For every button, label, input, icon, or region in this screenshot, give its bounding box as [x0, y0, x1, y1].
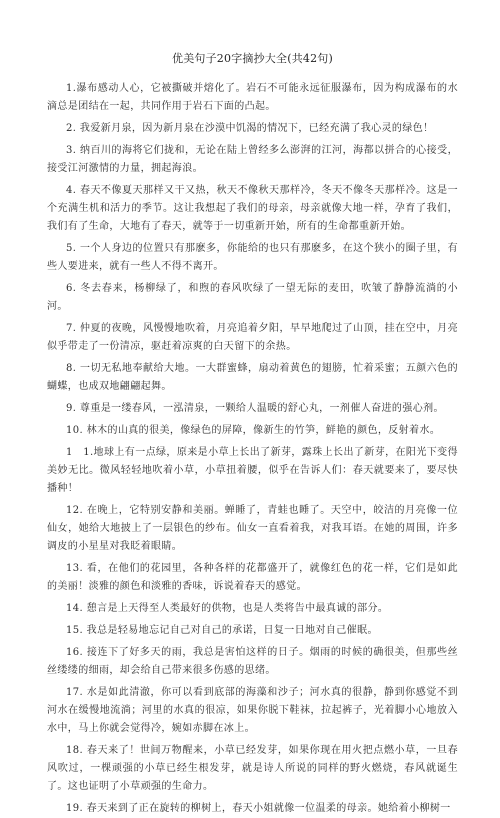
paragraph-17: 17. 水是如此清澈，你可以看到底部的海藻和沙子；河水真的很静，静到你感觉不到河水在缓慢地流淌；河里的水真的很凉，如果你脱下鞋袜，拉起裤子，光着脚小心地放入水中，马上你就会觉得冷，婉如赤脚在冰上。	[47, 687, 458, 734]
paragraph-14: 14. 憩言是上天得至人类最好的供物，也是人类将告中最真诚的部分。	[66, 603, 389, 614]
paragraph-13: 13. 看，在他们的花园里，各种各样的花都盛开了，就像红色的花一样，它们是如此的美丽！淡雅的颜色和淡雅的香味，诉说着春天的感觉。	[47, 563, 458, 592]
paragraph-1: 1.瀑布感动人心，它被撕破并熔化了。岩石不可能永远征服瀑布，因为构成瀑布的水滴总是团结在一起，共同作用于岩石下面的凸起。	[47, 83, 458, 112]
document-title: 优美句子20字摘抄大全(共42句)	[172, 52, 333, 65]
paragraph-15: 15. 我总是轻易地忘记自己对自己的承诺，日复一日地对自己催眠。	[66, 625, 378, 636]
paragraph-4: 4. 春天不像夏天那样又干又热，秋天不像秋天那样冷，冬天不像冬天那样冷。这是一个充满生机和活力的季节。这让我想起了我们的母亲，母亲就像大地一样，孕育了我们，我们有了生命，大地有了春天，就等于一切重新开始，所有的生命都重新开始。	[47, 185, 458, 232]
paragraph-19: 19. 春天来到了正在旋转的柳树上，春天小姐就像一位温柔的母亲。她给着小柳树一	[66, 803, 451, 814]
paragraph-7: 7. 仲夏的夜晚，风慢慢地吹着，月亮追着夕阳，早早地爬过了山顶，挂在空中，月亮似乎带走了一份清凉，驱赶着凉爽的白天留下的余热。	[47, 323, 458, 352]
paragraph-2: 2. 我爱新月泉，因为新月泉在沙漠中饥渴的情况下，已经充满了我心灵的绿色！	[66, 123, 434, 134]
paragraph-11: 1 1.地球上有一点绿，原来是小草上长出了新芽，露珠上长出了新芽，在阳光下变得美妙无比。微风轻轻地吹着小草，小草扭着腰，似乎在告诉人们：春天就要来了，要尽快播种！	[47, 447, 458, 494]
paragraph-12: 12. 在晚上，它特别安静和美丽。蝉睡了，青蛙也睡了。天空中，皎洁的月亮像一位仙女，她给大地披上了一层银色的纱布。仙女一直看着我，对我耳语。在她的周围，许多调皮的小星星对我眨着眼睛。	[47, 505, 458, 552]
paragraph-6: 6. 冬去春来，杨柳绿了，和煦的春风吹绿了一望无际的麦田，吹皱了静静流淌的小河。	[47, 283, 458, 312]
paragraph-10: 10. 林木的山真的很美，像绿色的屏障，像新生的竹笋，鲜艳的颜色，反射着水。	[66, 425, 441, 436]
paragraph-9: 9. 尊重是一缕春风，一泓清泉，一颗给人温暖的舒心丸，一剂催人奋进的强心剂。	[66, 403, 444, 414]
paragraph-3: 3. 纳百川的海将它们拢和，无论在陆上曾经多么澎湃的江河，海都以拼合的心接受，接受江河激情的力量，拥起海浪。	[47, 145, 458, 174]
paragraph-16: 16. 接连下了好多天的雨，我总是害怕这样的日子。烟雨的时候的确很美，但那些丝丝缕缕的细雨，却会给自己带来很多伤感的思绪。	[47, 647, 458, 676]
paragraph-5: 5. 一个人身边的位置只有那麽多，你能给的也只有那麽多，在这个狭小的圈子里，有些人要进来，就有一些人不得不离开。	[47, 243, 458, 272]
paragraph-18: 18. 春天来了！世间万物醒来，小草已经发芽，如果你现在用火把点燃小草，一旦春风吹过，一棵顽强的小草已经生根发芽，就是诗人所说的同样的野火燃烧，春风就诞生了。这也证明了小草顽强的生命力。	[47, 745, 458, 792]
paragraph-8: 8. 一切无私地奉献给大地。一大群蜜蜂，扇动着黄色的翅膀，忙着采蜜；五颜六色的蝴蝶，也成双地翩翩起舞。	[47, 363, 458, 392]
